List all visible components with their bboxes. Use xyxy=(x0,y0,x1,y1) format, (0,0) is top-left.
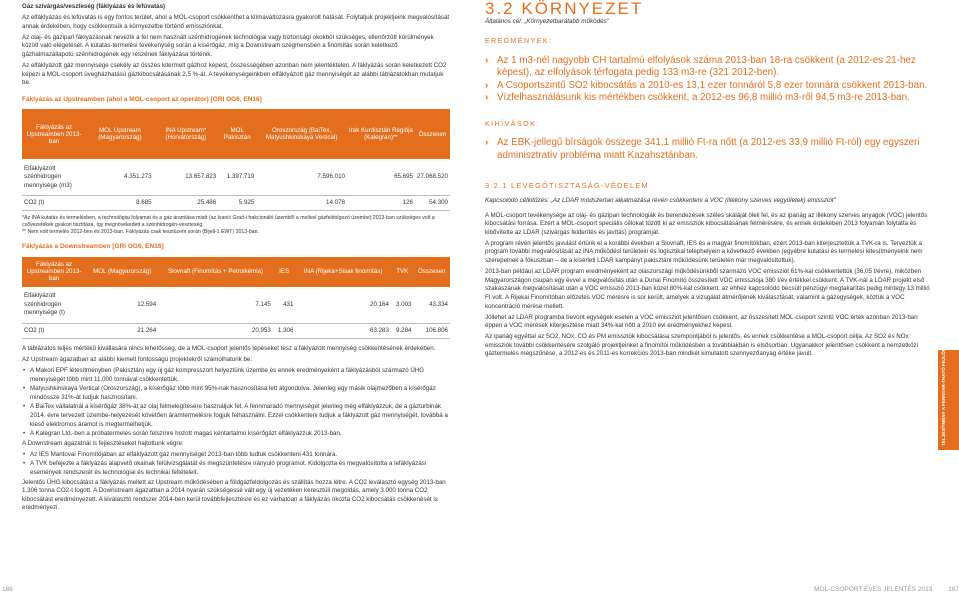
chevron-right-icon: › xyxy=(485,79,489,91)
body-paragraph: A táblázatos teljes mértékű kivállasára nincs lehetősség, de a MOL-csoport jelentős lépéseket tesz a fáklyázott mennyiség csökkentésének érdekében. xyxy=(22,344,436,352)
chapter-side-tab xyxy=(938,312,959,450)
body-paragraph: A program révén jelentős javulást értünk el a korábbi években a Slovnaft, IES és a magyar finomítókban, ezért 2013-ban kiterjesztettük a TVK-ra is. Terveztük a program további megvalósítását az INA működési területein és logisztikai telephelyein a következő években (egyébre kutatási és termelési létesítményeink nem szerepelnek a fókuszban – de a kísérleti LDAR kampányt pakisztáni működésünk területén már megvalósítottuk). xyxy=(485,239,923,265)
challenges-list xyxy=(485,137,935,162)
list-item: • A Makori EPF létesítményben (Pakisztán) egy új gáz kompresszort helyeztünk üzembe és ennek eredményeként a fáklyázásból származó ÜHG mennyiségét több mint 11.000 tonnával csökkentettük. xyxy=(30,367,450,384)
table-cell: 126 xyxy=(347,196,415,211)
body-paragraph: Jóllehet az LDAR programba bevont egységek esetén a VOC emissziót jelentősen csökkent, az összesített MOL-csoport szintű VOC érték azonban 2013-ban éppen a VOC mérések kiterjesztése miatt 34%-kal nőtt a 2010 évi eredményekhez képest. xyxy=(485,313,918,330)
intro-section xyxy=(22,3,450,88)
right-page-number: 187 xyxy=(948,586,959,593)
table-header-cell: Összesen xyxy=(414,257,451,287)
table-cell: 5.925 xyxy=(218,196,256,211)
table-header-cell: INA Upstream* (Horvátország) xyxy=(154,109,219,159)
body-paragraph: Az ipariág egyéttal az SO2, NOx, CO és PM emissziók kibocsátása szempontjából is jelentős, és ennek csökkentése a MOL-csoport célja. Az SO2 és NOx emissziók további csökkentésére szolgáló projektjeinket a finomítói működésben a továbbiakban is elsősorban. Ugyanakkor jelentősen csökkent a nemzetközi gáztermelés megszűnése, a 2012-es és 2011-es korrekciós 2013-ban mindkét kimutatott szennyezőanyag értéke javult. xyxy=(485,333,919,358)
table-cell: 54.300 xyxy=(415,196,450,211)
table-header-cell: Fáklyázás az Upstreamben 2013-ban xyxy=(22,257,86,287)
downstream-flaring-table xyxy=(22,257,450,339)
chevron-right-icon: › xyxy=(485,54,489,66)
table-cell: 13.657.823 xyxy=(154,159,219,196)
body-paragraph: Jelentős ÜHG kibocsátást a fáklyázás mellett az Upstream működésében a földgázfeldolgozás és szállítás hozza létre. A CO2 leválasztó egység 2013-ban 1.306 tonna CO2-t fogott. A Downstream ágazatban a 2014 nyarán szükségessé vált egy új vezetéken keresztüli megoldás, amely 3.000 tonna CO2 kibocsátást eredményezett. A kiválasztó rendszer 2014-ben kerül továbbfejlesztésre és ez várhatóan a fáklyázás okozta CO2 kibocsátás csökkenését is eredményezi. xyxy=(22,478,446,512)
section-heading: 3.2 KÖRNYEZET xyxy=(485,0,644,18)
results-label: EREDMÉNYEK: xyxy=(485,38,553,46)
list-item: • Az IES Mantovai Finomítójában az elfáklyázott gáz mennyiségét 2013-ban több tudtuk csökkenteni 431 tonnára. xyxy=(30,451,450,460)
report-title-footer: MOL-CSOPORT ÉVES JELENTÉS 2013 xyxy=(814,586,933,593)
table-footnote: *Az INA kutatás és termelésben, a technológiai folyamat és a gáz áramlása miatt (az Ivanić Grad-i frakcionáló üzemből a molivel gázfeldolgozó üzembe) 2013-ban szükséges volt a csővezetékek gyakori tisztítása, így megnövekedett a szénhidrogén-veszteség. xyxy=(22,215,435,229)
left-page-number: 186 xyxy=(2,586,13,593)
table-row xyxy=(22,287,450,324)
challenge-item xyxy=(485,137,935,162)
result-item xyxy=(485,55,935,80)
table-cell: 431 xyxy=(273,287,296,324)
table-cell: 63.283 xyxy=(295,323,391,338)
intro-paragraph: Az elfáklyázás és lefúvatás is egy fontos terület, ahol a MOL-csoport csökkenthet a klímaváltozásra gyakorolt hatását. Folytatjuk projektjeink megvalósítását annak érdekében, hogy csökkentsük a környezetbe történő emissziónkat. xyxy=(22,14,450,30)
table-header-cell: MOL (Magyarország) xyxy=(86,257,158,287)
row-label: Elfáklyázott szénhidrogén mennyisége (t) xyxy=(22,287,86,324)
table-cell: 7.145 xyxy=(158,287,273,324)
air-quality-body xyxy=(485,212,935,360)
intro-heading: Gáz szivárgás/veszteség (fáklyázás és lefúvatás) xyxy=(22,3,166,10)
table-header-row xyxy=(22,109,450,159)
table1-notes xyxy=(22,215,450,235)
table-cell: 9.284 xyxy=(391,323,414,338)
table-cell: 8.685 xyxy=(86,196,153,211)
table-cell: 21.264 xyxy=(86,323,158,338)
table-header-cell: Összesen xyxy=(415,109,450,159)
chevron-right-icon: › xyxy=(485,92,489,104)
table-cell: 1.306 xyxy=(273,323,296,338)
downstream-section xyxy=(22,345,450,513)
table-cell: 25.486 xyxy=(154,196,219,211)
table-footnote: ** Nem volt termelés 2012-ben és 2013-ban. Fáklyázás csak tesztüzem során (Bijell-1 EWT) 2013-ban. xyxy=(22,228,260,235)
challenges-label: KIHÍVÁSOK: xyxy=(485,120,540,128)
row-label: Elfáklyázott szénhidrogén mennyisége (m3) xyxy=(22,159,86,196)
body-paragraph: A Downstream ágazatnál is fejlesztéseket hajtottunk végre: xyxy=(22,439,184,447)
row-label: CO2 (t) xyxy=(22,196,86,211)
table-header-cell: IES xyxy=(273,257,296,287)
table-cell: 7.596.010 xyxy=(256,159,347,196)
table-cell: 3.003 xyxy=(391,287,414,324)
side-tab-label: TELJESÍTMÉNY A FENNTAR-THATÓ FEJLŐDÉS TERÜLETEN xyxy=(941,312,946,446)
table-cell: 4.351.273 xyxy=(86,159,153,196)
result-item xyxy=(485,80,935,93)
body-paragraph: 2013-ban például az LDAR program eredményeként az olaszországi működésünkből származó VOC emissziót 61%-kal csökkentettük (36,05 t/évre), miközben Magyarországon csupán egy évvel a megvalósítás után a Dunai Finomító összesített VOC emissziója 380 t/év értékkel csökkent. A TVK-nál a LDAR projekt első szakaszának megvalósítását után a VOC emisszió 2013-ban közel 80%-kal csökkent, az ehhez kapcsolódó becsült pénzügyi megtakarítás pedig mintegy 13 millió Ft volt. A Rijekai Finomítóban előzetes VOC mérésre is sor került, amelyek a vizsgálat átmérőjének kiválasztását, valamint a gázegységek, köztük a VOC koncentráció mérése mellett. xyxy=(485,268,930,310)
row-label: CO2 (t) xyxy=(22,323,86,338)
result-text: Az 1 m3-nél nagyobb CH tartalmú elfolyások száma 2013-ban 18-ra csökkent (a 2012-es 21-hez képest), az elfolyások térfogata pedig 133 m3-re (321 2012-ben). xyxy=(497,54,916,79)
table-header-cell: MOL Upstream (Magyarország) xyxy=(86,109,153,159)
table-header-cell: Fáklyázás az Upstreamben 2013-ban xyxy=(22,109,86,159)
table-cell: 65.695 xyxy=(347,159,415,196)
table-cell: 106.806 xyxy=(414,323,451,338)
table-header-cell: Irak Kurdisztán Régiója (Kalegran)** xyxy=(347,109,415,159)
challenge-text: Az EBK-jellegű bírságok összege 341,1 millió Ft-ra nőtt (a 2012-es 33,9 millió Ft-ról) egy egyszeri adminisztratív probléma miatt Kazahsztánban. xyxy=(497,137,920,161)
table-cell: 20.953 xyxy=(158,323,273,338)
results-list xyxy=(485,55,935,105)
table-cell: 14.078 xyxy=(256,196,347,211)
intro-paragraph: Az olaj- és gázipari fáklyázásnak nevezik a fel nem használt szénhidrogének technológiai vagy biztonsági okokból szükséges, ellenőrzött körülmények között való elégetését. A kutatás-termelési tevékenység során a kísérőgáz, míg a Downstream szegmensben a finomítás során keletkező gázhalmazállapotú szénhidrogének egy részének fáklyázása történik. xyxy=(22,33,434,58)
result-text: Vízfelhasználásunk kis mértékben csökkent, a 2012-es 96,8 millió m3-ről 94,5 m3-re 2013-ban. xyxy=(497,92,910,104)
table1-title: Fáklyázás az Upstreamben (ahol a MOL-csoport az operátor) [GRI OG6, EN16] xyxy=(22,95,262,103)
table2-title: Fáklyázás a Downstreamben [GRI OG6, EN16] xyxy=(22,243,164,251)
table-cell: 1.397.719 xyxy=(218,159,256,196)
table-header-cell: TVK xyxy=(391,257,414,287)
upstream-flaring-table xyxy=(22,109,450,211)
table-header-cell: INA (Rijeka+Sisak finomítás) xyxy=(295,257,391,287)
list-item: • A BaiTex vállalatnál a kísérőgáz 38%-át az olaj felmelegítésére használjuk fel. A fennmaradó mennyiséget jelenleg még elfáklyázzuk, de a gázturbinák 2014. évre tervezett üzembe-helyezését követően áramtermelésre fogjuk felhasználni. Ezzel csökkenteni tudjuk a fáklyázott gáz mennyiségét, továbbá a kieső elektromos áramot is megtermelhetjük. xyxy=(30,403,450,429)
table-cell: 27.068.520 xyxy=(415,159,450,196)
right-column xyxy=(485,0,935,362)
list-item: • A TVK befejezte a fáklyázás alapvető okainak felülvizsgálatát és megszüntetésre irányuló programot. Kidolgozta és megvalósította a lefáklyázási események rendszerét és technológiai és technikai feltételeit. xyxy=(30,460,450,477)
list-item: • Matyushkinskaya Vertical (Oroszország), a kísérőgáz több mint 95%-nak hasznosítása lett átgondolva. Jelenleg egy másik olajmezőben a kísérőgáz mindössze 31%-át tudjuk hasznosítani. xyxy=(30,385,450,402)
right-footer xyxy=(800,586,959,593)
downstream-projects-list xyxy=(22,451,450,478)
list-item: • A Kalegran Ltd.-ben a próbatermelés során felszínre hozott magas kéntartalmú kísérőgázt elfáklyázzuk 2013-ban. xyxy=(30,430,450,439)
table-cell: 43.334 xyxy=(414,287,451,324)
subsection-heading: 3.2.1 LEVEGŐTISZTASÁG-VÉDELEM xyxy=(485,181,649,191)
body-paragraph: A MOL-csoport tevékenysége az olaj- és gázipari technológiák és berendezések széles skáláját öleli fel, és az ipariág az illékony szerves anyagok (VOC) jelentős kibocsátási forrása. Ezért a MOL-csoport speciális célokat tűzött ki az emissziók kibocsátásának felmérésére, és ennek érdekében 2013 folyamán folytatta és kibővítette az LDAR (szivárgás felderítés és javítás) programját. xyxy=(485,211,928,236)
table-cell: 12.594 xyxy=(86,287,158,324)
related-objective: Kapcsolódó célkitűzés: „Az LDAR módszertan alkalmazása révén csökkenteni a VOC (illékony szerves vegyületek) emissziót" xyxy=(485,196,836,204)
table-header-cell: Slovnaft (Finomítás + Petrolkémia) xyxy=(158,257,273,287)
result-item xyxy=(485,92,935,105)
table-row xyxy=(22,196,450,211)
chevron-right-icon: › xyxy=(485,137,489,149)
body-paragraph: Az Upstream ágazatban az alábbi kiemelt fontosságú projektekről számolhatunk be: xyxy=(22,355,253,363)
table-header-cell: MOL Pakisztán xyxy=(218,109,256,159)
left-column xyxy=(22,3,450,516)
general-goal: Általános cél: „Környezetbarátabb működés" xyxy=(485,17,610,25)
intro-paragraph: Az elfáklyázott gáz mennyisége csekély az összes kitermelt gázhoz képest, összességében azonban nem jelentéktelen. A fáklyázás során keletkezett CO2 képezi a MOL-csoport üvegházhatású gázkibocsátásának 2,5 %-át. A tevékenységeinkben elfáklyázott gáz mennyiségét az alábbi táblázatokban mutatjuk be. xyxy=(22,62,447,87)
table-cell: 20.164 xyxy=(295,287,391,324)
table-row xyxy=(22,159,450,196)
upstream-projects-list xyxy=(22,367,450,439)
table-row xyxy=(22,323,450,338)
table-header-row xyxy=(22,257,450,287)
result-text: A Csoportszintű SO2 kibocsátás a 2010-es 13,1 ezer tonnáról 5,8 ezer tonnára csökkent 2013-ban. xyxy=(497,79,928,91)
table-header-cell: Oroszország (BaiTex, Matyushkinskaya Vertical) xyxy=(256,109,347,159)
